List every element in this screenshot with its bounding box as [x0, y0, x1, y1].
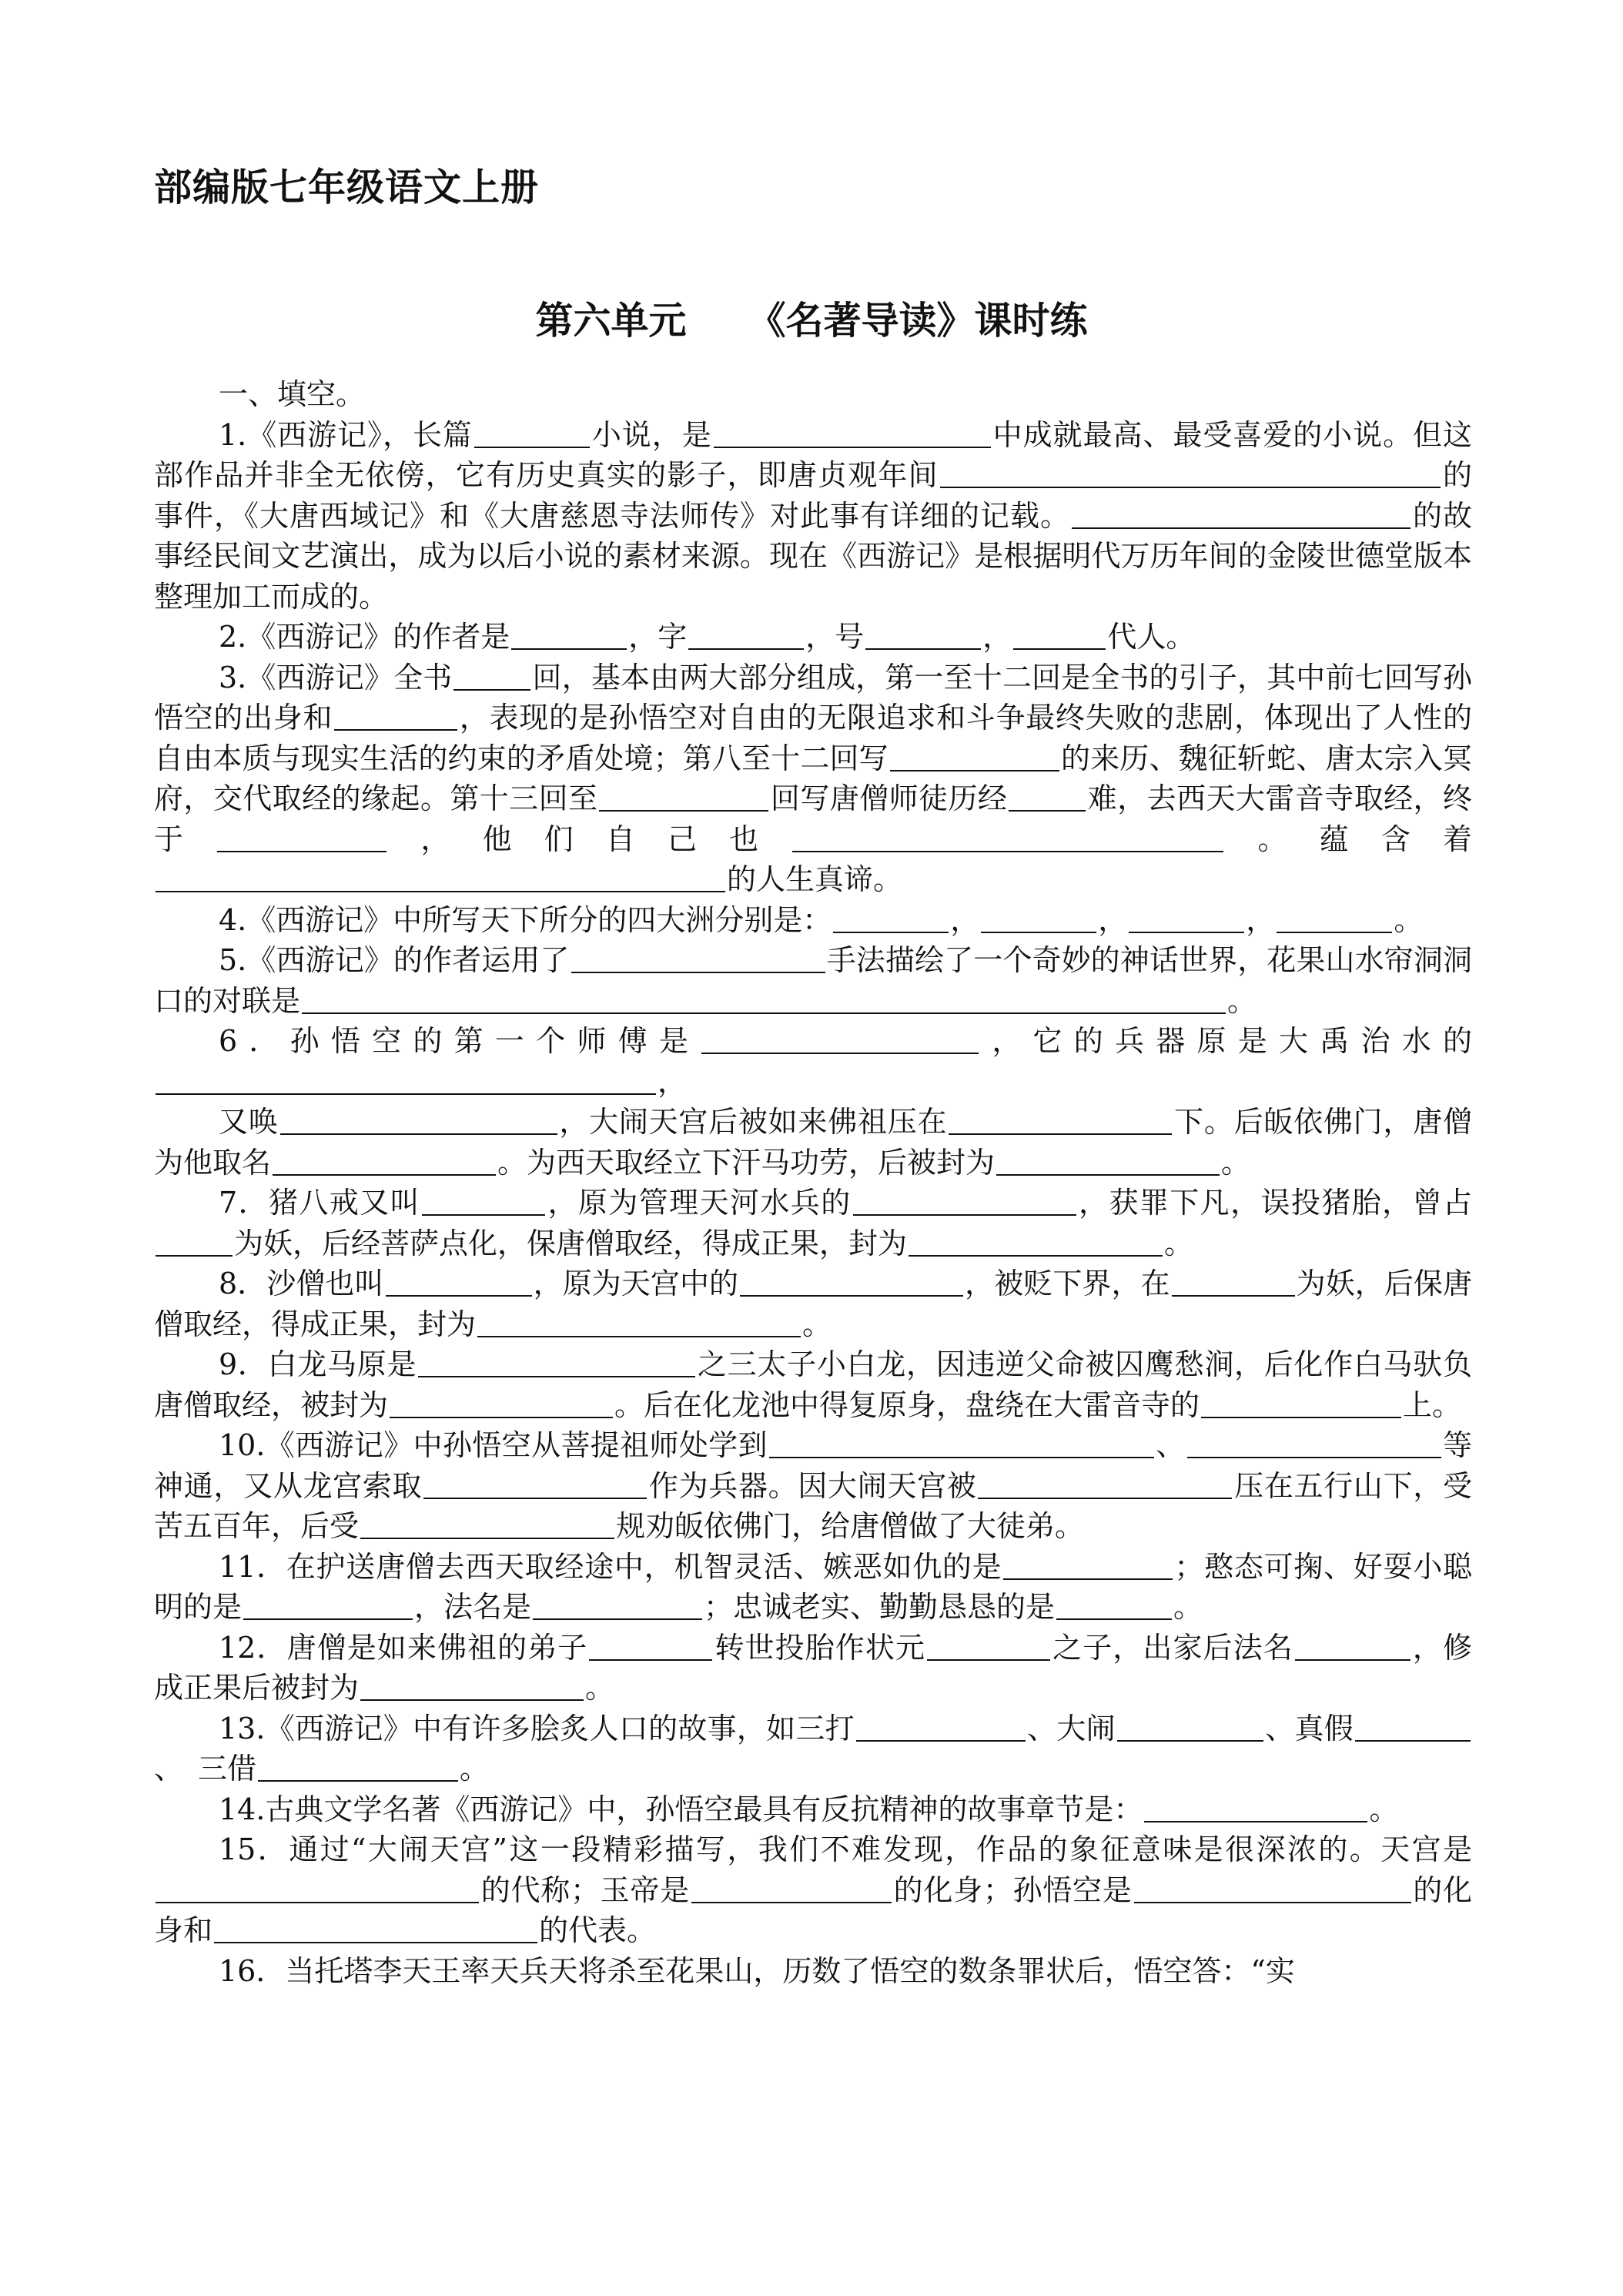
page-title	[0, 291, 1623, 345]
answer-blank[interactable]	[422, 1186, 545, 1216]
answer-blank[interactable]	[360, 1510, 614, 1539]
answer-blank[interactable]	[453, 661, 530, 691]
answer-blank[interactable]	[474, 419, 590, 448]
question-5: 5.《西游记》的作者运用了 手法描绘了一个奇妙的神话世界，花果山水帘洞洞口的对联是 。	[154, 943, 1472, 1018]
answer-blank[interactable]	[1129, 904, 1244, 933]
answer-blank[interactable]	[1187, 1429, 1441, 1458]
answer-blank[interactable]	[1134, 1874, 1411, 1903]
answer-blank[interactable]	[533, 1591, 702, 1620]
question-14: 14.古典文学名著《西游记》中，孙悟空最具有反抗精神的故事章节是： 。	[219, 1792, 1399, 1826]
answer-blank[interactable]	[243, 1591, 413, 1620]
answer-blank[interactable]	[940, 459, 1441, 488]
question-11: 11．在护送唐僧去西天取经途中，机智灵活、嫉恶如仇的是 ；憨态可掬、好耍小聪明的是 ，法名是 ；忠诚老实、勤勤恳恳的是 。	[154, 1549, 1472, 1624]
answer-blank[interactable]	[978, 1470, 1232, 1499]
answer-blank[interactable]	[1277, 904, 1392, 933]
answer-blank[interactable]	[599, 782, 768, 812]
unit-label: 第六单元	[535, 299, 687, 343]
answer-blank[interactable]	[1009, 782, 1086, 812]
answer-blank[interactable]	[156, 1066, 656, 1095]
answer-blank[interactable]	[927, 1632, 1050, 1661]
question-9: 9．白龙马原是 之三太子小白龙，因违逆父命被囚鹰愁涧，后化作白马驮负唐僧取经，被封为 。后在化龙池中得复原身，盘绕在大雷音寺的 上。	[154, 1347, 1472, 1422]
question-10: 10.《西游记》中孙悟空从菩提祖师处学到 、 等神通，又从龙宫索取 作为兵器。因大闹天宫被 压在五行山下，受苦五百年，后受 规劝皈依佛门，给唐僧做了大徒弟。	[154, 1428, 1472, 1543]
answer-blank[interactable]	[833, 904, 949, 933]
question-1: 1.《西游记》，长篇 小说，是 中成就最高、最受喜爱的小说。但这部作品并非全无依傍，它有历史真实的影子，即唐贞观年间 的事件，《大唐西域记》和《大唐慈恩寺法师传》对此事有详细的记载。 的故事经民间文艺演出，成为以后小说的素材来源。现在《西游记》是根据明代万历年间的金陵世德堂版本整理加工而成的。	[154, 417, 1472, 614]
question-3: 3.《西游记》全书 回，基本由两大部分组成，第一至十二回是全书的引子，其中前七回写孙悟空的出身和 ，表现的是孙悟空对自由的无限追求和斗争最终失败的悲剧，体现出了人性的自由本质与现实生活的约束的矛盾处境；第八至十二回写 的来历、魏征斩蛇、唐太宗入冥府，交代取经的缘起。第十三回至 回写唐僧师徒历经 难，去西天大雷音寺取经，终于 ，他们自己也 。蕴含着的人生真谛。	[154, 660, 1472, 896]
answer-blank[interactable]	[477, 1308, 801, 1337]
answer-blank[interactable]	[334, 701, 457, 731]
answer-blank[interactable]	[390, 1389, 613, 1418]
answer-blank[interactable]	[996, 1146, 1220, 1176]
answer-blank[interactable]	[571, 944, 825, 973]
title-name: 《名著导读》课时练	[748, 299, 1088, 343]
answer-blank[interactable]	[1295, 1632, 1411, 1661]
question-8: 8．沙僧也叫 ，原为天宫中的 ，被贬下界，在 为妖，后保唐僧取经，得成正果，封为 。	[154, 1267, 1472, 1341]
question-16: 16．当托塔李天王率天兵天将杀至花果山，历数了悟空的数条罪状后，悟空答：“实	[219, 1953, 1295, 1988]
section-heading: 一、填空。	[219, 377, 366, 411]
question-6-cont: 又唤 ，大闹天宫后被如来佛祖压在 下。后皈依佛门，唐僧为他取名 。为西天取经立下汗马功劳，后被封为 。	[154, 1105, 1472, 1180]
answer-blank[interactable]	[981, 904, 1096, 933]
question-2: 2.《西游记》的作者是 ，字 ，号 ， 代人。	[219, 620, 1196, 654]
answer-blank[interactable]	[1013, 621, 1106, 650]
answer-blank[interactable]	[1144, 1793, 1367, 1822]
question-4: 4.《西游记》中所写天下所分的四大洲分别是： ， ， ， 。	[219, 902, 1424, 937]
answer-blank[interactable]	[1355, 1712, 1471, 1742]
answer-blank[interactable]	[418, 1348, 695, 1377]
answer-blank[interactable]	[688, 621, 804, 650]
answer-blank[interactable]	[1172, 1267, 1295, 1297]
answer-blank[interactable]	[1072, 500, 1411, 529]
document-header: 部编版七年级语文上册	[154, 166, 540, 209]
question-13: 13.《西游记》中有许多脍炙人口的故事，如三打 、大闹 、真假、 三借 。	[154, 1709, 1472, 1789]
answer-blank[interactable]	[1201, 1389, 1401, 1418]
answer-blank[interactable]	[273, 1146, 496, 1176]
answer-blank[interactable]	[280, 1106, 557, 1135]
answer-blank[interactable]	[423, 1470, 647, 1499]
answer-blank[interactable]	[691, 1874, 892, 1903]
question-7: 7．猪八戒又叫 ，原为管理天河水兵的 ，获罪下凡，误投猪胎，曾占为妖，后经菩萨点化，保唐僧取经，得成正果，封为 。	[154, 1183, 1472, 1263]
answer-blank[interactable]	[853, 1186, 1076, 1216]
answer-blank[interactable]	[909, 1227, 1163, 1257]
answer-blank[interactable]	[1056, 1591, 1172, 1620]
answer-blank[interactable]	[156, 863, 725, 892]
answer-blank[interactable]	[856, 1712, 1026, 1742]
answer-blank[interactable]	[511, 621, 627, 650]
answer-blank[interactable]	[258, 1752, 458, 1782]
answer-blank[interactable]	[1117, 1712, 1263, 1742]
answer-blank[interactable]	[156, 1227, 233, 1257]
answer-blank[interactable]	[792, 823, 1223, 852]
answer-blank[interactable]	[302, 985, 1226, 1014]
question-6: 6．孙悟空的第一个师傅是 ，它的兵器原是大禹治水的，	[154, 1021, 1472, 1102]
answer-blank[interactable]	[714, 419, 991, 448]
answer-blank[interactable]	[1003, 1551, 1173, 1580]
question-list	[154, 374, 1472, 1991]
answer-blank[interactable]	[156, 1874, 479, 1903]
answer-blank[interactable]	[701, 1025, 979, 1054]
answer-blank[interactable]	[865, 621, 981, 650]
question-12: 12．唐僧是如来佛祖的弟子 转世投胎作状元 之子，出家后法名 ，修成正果后被封为 。	[154, 1630, 1472, 1705]
question-15: 15．通过“大闹天宫”这一段精彩描写，我们不难发现，作品的象征意味是很深浓的。天宫是的代称；玉帝是 的化身；孙悟空是 的化身和 的代表。	[154, 1832, 1472, 1947]
answer-blank[interactable]	[769, 1429, 1154, 1458]
answer-blank[interactable]	[949, 1106, 1172, 1135]
answer-blank[interactable]	[386, 1267, 532, 1297]
answer-blank[interactable]	[740, 1267, 963, 1297]
answer-blank[interactable]	[890, 742, 1059, 771]
answer-blank[interactable]	[589, 1632, 712, 1661]
answer-blank[interactable]	[214, 1914, 537, 1943]
answer-blank[interactable]	[360, 1672, 584, 1701]
answer-blank[interactable]	[217, 823, 387, 852]
